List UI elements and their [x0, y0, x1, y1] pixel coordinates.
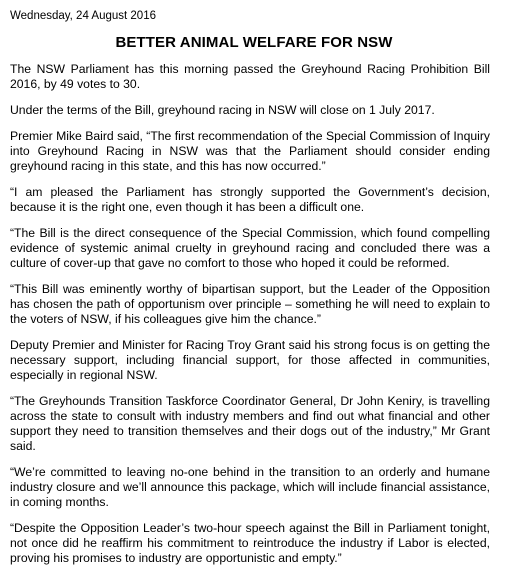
paragraph-taskforce: “The Greyhounds Transition Taskforce Coordinator General, Dr John Keniry, is travelling across the state to consult with industry members and find out what financial and other support they need to transition themselves and their dogs out of the industry,” Mr Grant said. [10, 394, 490, 453]
page-title: BETTER ANIMAL WELFARE FOR NSW [115, 34, 393, 51]
paragraph-opposition-speech: “Despite the Opposition Leader’s two-hour speech against the Bill in Parliament tonight, not once did he reaffirm his commitment to reintroduce the industry if Labor is elected, proving his promises to industry are opportunistic and empty.” [10, 521, 490, 565]
paragraph-closure-date: Under the terms of the Bill, greyhound racing in NSW will close on 1 July 2017. [10, 103, 435, 117]
paragraph-premier-pleased: “I am pleased the Parliament has strongly supported the Government’s decision, because it is the right one, even though it has been a difficult one. [10, 185, 490, 214]
paragraph-vote-result: The NSW Parliament has this morning passed the Greyhound Racing Prohibition Bill 2016, by 49 votes to 30. [10, 62, 490, 91]
paragraph-transition-commitment: “We’re committed to leaving no-one behind in the transition to an orderly and humane industry closure and we’ll announce this package, which will include financial assistance, in coming months. [10, 465, 490, 509]
paragraph-special-commission: “The Bill is the direct consequence of the Special Commission, which found compelling evidence of systemic animal cruelty in greyhound racing and concluded there was a culture of cover-up that gave no comfort to those who hoped it could be reformed. [10, 226, 490, 270]
paragraph-premier-quote: Premier Mike Baird said, “The first recommendation of the Special Commission of Inquiry into Greyhound Racing in NSW was that the Parliament should consider ending greyhound racing in this state, and this has now occurred.” [10, 129, 490, 173]
release-date: Wednesday, 24 August 2016 [10, 10, 156, 22]
paragraph-deputy-premier: Deputy Premier and Minister for Racing Troy Grant said his strong focus is on getting the necessary support, including financial support, for those affected in communities, especially in regional NSW. [10, 338, 490, 382]
paragraph-bipartisan-support: “This Bill was eminently worthy of bipartisan support, but the Leader of the Opposition has chosen the path of opportunism over principle – something he will need to explain to the voters of NSW, if his colleagues give him the chance.” [10, 282, 490, 326]
